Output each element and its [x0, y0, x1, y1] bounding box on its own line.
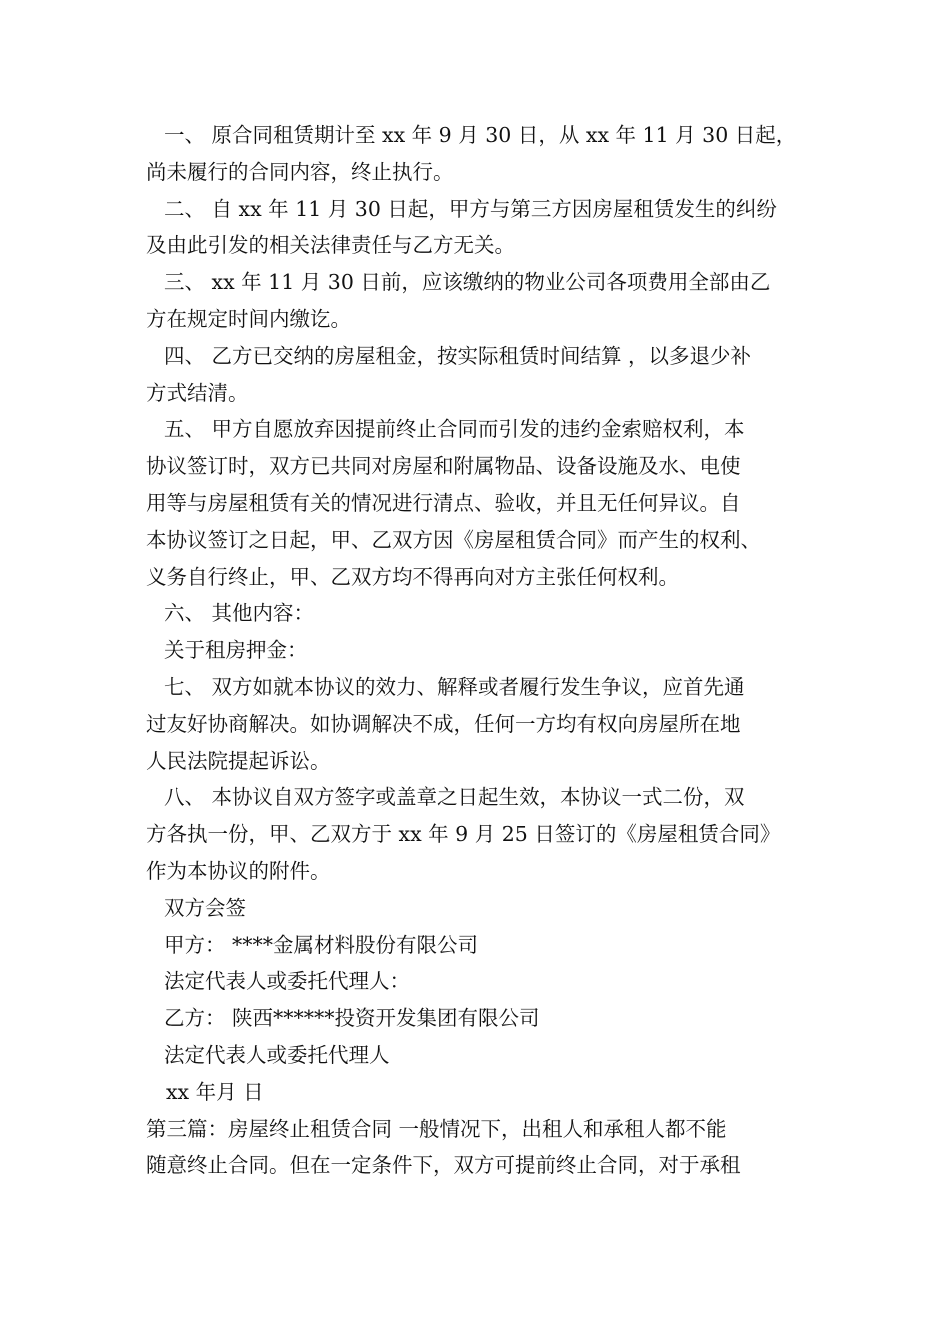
clause-4-line-1: 四、 乙方已交纳的房屋租金，按实际租赁时间结算 ，以多退少补 — [164, 343, 752, 368]
clause-1-line-1: 一、 原合同租赁期计至 xx 年 9 月 30 日，从 xx 年 11 月 30 日起， — [164, 123, 797, 147]
clause-8-line-1: 八、 本协议自双方签字或盖章之日起生效，本协议一式二份，双 — [164, 785, 745, 810]
party-a-line: 甲方： ****金属材料股份有限公司 — [164, 932, 479, 957]
signature-heading: 双方会签 — [164, 895, 246, 920]
clause-5-line-3: 用等与房屋租赁有关的情况进行清点、验收，并且无任何异议。自 — [146, 490, 741, 515]
clause-2-line-2: 及由此引发的相关法律责任与乙方无关。 — [146, 233, 515, 258]
clause-1-line-2: 尚未履行的合同内容，终止执行。 — [146, 159, 454, 184]
clause-7-line-2: 过友好协商解决。如协调解决不成，任何一方均有权向房屋所在地 — [146, 711, 741, 736]
deposit-line: 关于租房押金： — [164, 638, 308, 663]
clause-6-line-1: 六、 其他内容： — [164, 601, 315, 626]
clause-3-line-1: 三、 xx 年 11 月 30 日前，应该缴纳的物业公司各项费用全部由乙 — [164, 270, 771, 295]
party-b-line: 乙方： 陕西******投资开发集团有限公司 — [164, 1006, 540, 1031]
clause-4-line-2: 方式结清。 — [146, 380, 249, 405]
section-three-line-1: 第三篇：房屋终止租赁合同 一般情况下，出租人和承租人都不能 — [146, 1116, 727, 1141]
date-line: xx 年月 日 — [166, 1079, 264, 1104]
document-body — [146, 117, 810, 1184]
clause-3-line-2: 方在规定时间内缴讫。 — [146, 306, 351, 331]
clause-7-line-3: 人民法院提起诉讼。 — [146, 748, 331, 773]
clause-5-line-4: 本协议签订之日起，甲、乙双方因《房屋租赁合同》而产生的权利、 — [146, 527, 761, 552]
clause-8-line-3: 作为本协议的附件。 — [146, 858, 331, 883]
party-b-representative: 法定代表人或委托代理人 — [164, 1042, 390, 1067]
clause-5-line-1: 五、 甲方自愿放弃因提前终止合同而引发的违约金索赔权利，本 — [164, 417, 745, 442]
party-a-representative: 法定代表人或委托代理人： — [164, 969, 410, 994]
clause-2-line-1: 二、 自 xx 年 11 月 30 日起，甲方与第三方因房屋租赁发生的纠纷 — [164, 196, 777, 221]
clause-5-line-2: 协议签订时，双方已共同对房屋和附属物品、设备设施及水、电使 — [146, 454, 741, 479]
clause-8-line-2: 方各执一份，甲、乙双方于 xx 年 9 月 25 日签订的《房屋租赁合同》 — [146, 822, 781, 847]
clause-5-line-5: 义务自行终止，甲、乙双方均不得再向对方主张任何权利。 — [146, 564, 679, 589]
clause-7-line-1: 七、 双方如就本协议的效力、解释或者履行发生争议，应首先通 — [164, 674, 745, 699]
section-three-line-2: 随意终止合同。但在一定条件下，双方可提前终止合同，对于承租 — [146, 1153, 741, 1178]
